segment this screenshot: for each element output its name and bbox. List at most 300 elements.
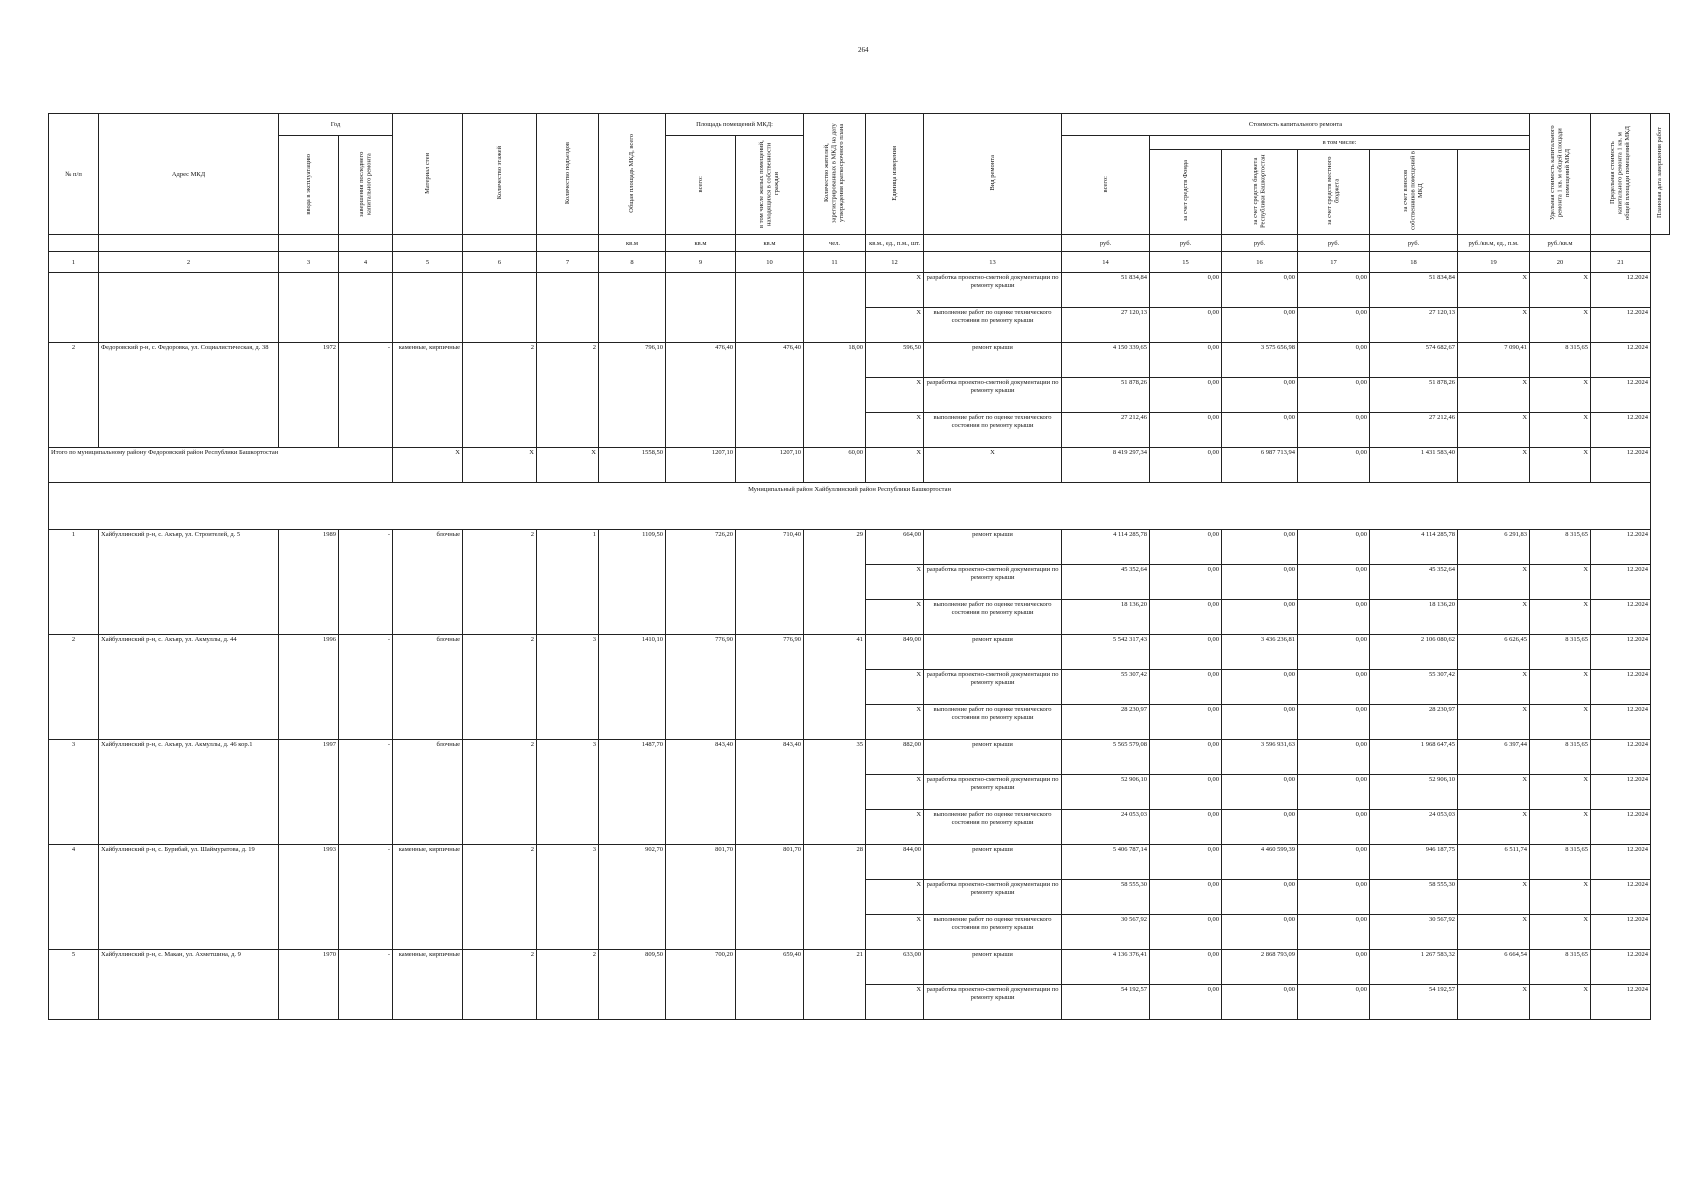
work-type-cell: выполнение работ по оценке технического состояния по ремонту крыши <box>924 600 1062 635</box>
planned-date-cell: 12.2024 <box>1591 635 1651 670</box>
col-residents-header: Количество жителей, зарегистрированных в МКД на дату утверждения краткосрочного плана <box>823 123 846 223</box>
unit-cell: 882,00 <box>866 740 924 775</box>
unit-premises-incl: кв.м <box>736 235 804 252</box>
colnum: 5 <box>393 252 463 273</box>
premises-total-cell: 476,40 <box>666 343 736 448</box>
planned-date-cell: 12.2024 <box>1591 705 1651 740</box>
cost-total-cell: 4 150 339,65 <box>1062 343 1150 378</box>
republic-cell: 3 575 656,98 <box>1222 343 1298 378</box>
fund-cell: 0,00 <box>1150 530 1222 565</box>
planned-date-cell: 12.2024 <box>1591 810 1651 845</box>
page-number: 264 <box>858 46 869 54</box>
fund-cell: 0,00 <box>1150 740 1222 775</box>
owners-cell: 1 431 583,40 <box>1370 448 1458 483</box>
specific-cost-cell: X <box>1458 600 1530 635</box>
cost-total-cell: 4 114 285,78 <box>1062 530 1150 565</box>
table-row <box>49 635 1670 670</box>
planned-date-cell: 12.2024 <box>1591 343 1651 378</box>
year-commission-cell: 1997 <box>279 740 339 845</box>
republic-cell: 0,00 <box>1222 413 1298 448</box>
colnum: 1 <box>49 252 99 273</box>
unit-fund: руб. <box>1150 235 1222 252</box>
colnum: 21 <box>1591 252 1651 273</box>
work-type-cell: выполнение работ по оценке технического состояния по ремонту крыши <box>924 413 1062 448</box>
capital-repair-table <box>48 113 1670 1020</box>
fund-cell: 0,00 <box>1150 985 1222 1020</box>
local-cell: 0,00 <box>1298 378 1370 413</box>
col-entrances-header: Количество подъездов <box>563 141 571 205</box>
owners-cell: 58 555,30 <box>1370 880 1458 915</box>
residents-cell: 18,00 <box>804 343 866 448</box>
work-type-cell: ремонт крыши <box>924 950 1062 985</box>
fund-cell: 0,00 <box>1150 670 1222 705</box>
continuation-cell <box>736 273 804 343</box>
colnum: 15 <box>1150 252 1222 273</box>
fund-cell: 0,00 <box>1150 845 1222 880</box>
year-last-repair-cell: - <box>339 845 393 950</box>
work-type-cell: X <box>924 448 1062 483</box>
local-cell: 0,00 <box>1298 635 1370 670</box>
fund-cell: 0,00 <box>1150 775 1222 810</box>
colnum: 3 <box>279 252 339 273</box>
max-cost-cell: 8 315,65 <box>1530 635 1591 670</box>
unit-cell: X <box>866 378 924 413</box>
colnum: 11 <box>804 252 866 273</box>
fund-cell: 0,00 <box>1150 810 1222 845</box>
max-cost-cell: X <box>1530 378 1591 413</box>
owners-cell: 574 682,67 <box>1370 343 1458 378</box>
republic-cell: 0,00 <box>1222 880 1298 915</box>
row-number-cell: 3 <box>49 740 99 845</box>
entrances-cell: 3 <box>537 845 599 950</box>
republic-cell: 3 436 236,81 <box>1222 635 1298 670</box>
planned-date-cell: 12.2024 <box>1591 378 1651 413</box>
year-last-repair-cell: - <box>339 950 393 1020</box>
col-material-header: Материал стен <box>423 152 431 194</box>
address-cell: Хайбуллинский р-н, с. Акъяр, ул. Акмуллы, д. 46 кор.1 <box>99 740 279 845</box>
republic-cell: 0,00 <box>1222 810 1298 845</box>
address-cell: Федоровский р-н, с. Федоровка, ул. Социалистическая, д. 38 <box>99 343 279 448</box>
total-area-cell: 809,50 <box>599 950 666 1020</box>
unit-cell: X <box>866 880 924 915</box>
total-area-cell: 1410,10 <box>599 635 666 740</box>
column-numbers-row <box>49 252 1670 273</box>
entrances-cell: 2 <box>537 950 599 1020</box>
specific-cost-cell: X <box>1458 378 1530 413</box>
table-header <box>49 114 1670 273</box>
col-premises-incl-header: в том числе жилых помещений, находящихся в собственности граждан <box>758 140 781 228</box>
specific-cost-cell: X <box>1458 915 1530 950</box>
address-cell: Хайбуллинский р-н, с. Акъяр, ул. Акмуллы, д. 44 <box>99 635 279 740</box>
planned-date-cell: 12.2024 <box>1591 308 1651 343</box>
specific-cost-cell: X <box>1458 413 1530 448</box>
wall-material-cell: каменные, кирпичные <box>393 343 463 448</box>
specific-cost-cell: X <box>1458 308 1530 343</box>
colnum: 14 <box>1062 252 1150 273</box>
continuation-cell <box>666 273 736 343</box>
max-cost-cell: X <box>1530 985 1591 1020</box>
year-commission-cell: 1993 <box>279 845 339 950</box>
cost-total-cell: 24 053,03 <box>1062 810 1150 845</box>
colnum: 4 <box>339 252 393 273</box>
max-cost-cell: X <box>1530 775 1591 810</box>
cost-total-cell: 58 555,30 <box>1062 880 1150 915</box>
cost-total-cell: 4 136 376,41 <box>1062 950 1150 985</box>
planned-date-cell: 12.2024 <box>1591 600 1651 635</box>
owners-cell: 1 968 647,45 <box>1370 740 1458 775</box>
entrances-cell: 2 <box>537 343 599 448</box>
district-section-title: Муниципальный район Хайбуллинский район Республики Башкортостан <box>49 483 1651 530</box>
col-cost-group: Стоимость капитального ремонта <box>1062 114 1530 136</box>
unit-cell: X <box>866 448 924 483</box>
colnum: 19 <box>1458 252 1530 273</box>
owners-cell: 28 230,97 <box>1370 705 1458 740</box>
work-type-cell: разработка проектно-сметной документации по ремонту крыши <box>924 775 1062 810</box>
unit-total-area: кв.м <box>599 235 666 252</box>
republic-cell: 0,00 <box>1222 273 1298 308</box>
unit-premises-total: кв.м <box>666 235 736 252</box>
residents-cell: 21 <box>804 950 866 1020</box>
fund-cell: 0,00 <box>1150 273 1222 308</box>
unit-cell: X <box>866 985 924 1020</box>
max-cost-cell: X <box>1530 670 1591 705</box>
colnum: 2 <box>99 252 279 273</box>
cost-total-cell: 51 834,84 <box>1062 273 1150 308</box>
specific-cost-cell: 6 511,74 <box>1458 845 1530 880</box>
unit-cell: X <box>866 308 924 343</box>
row-number-cell: 1 <box>49 530 99 635</box>
work-type-cell: выполнение работ по оценке технического состояния по ремонту крыши <box>924 705 1062 740</box>
table-row <box>49 950 1670 985</box>
planned-date-cell: 12.2024 <box>1591 273 1651 308</box>
planned-date-cell: 12.2024 <box>1591 565 1651 600</box>
specific-cost-cell: X <box>1458 273 1530 308</box>
fund-cell: 0,00 <box>1150 950 1222 985</box>
work-type-cell: ремонт крыши <box>924 343 1062 378</box>
continuation-cell <box>49 273 99 343</box>
work-type-cell: разработка проектно-сметной документации по ремонту крыши <box>924 670 1062 705</box>
specific-cost-cell: X <box>1458 810 1530 845</box>
cost-total-cell: 5 565 579,08 <box>1062 740 1150 775</box>
work-type-cell: ремонт крыши <box>924 845 1062 880</box>
address-cell: Хайбуллинский р-н, с. Макан, ул. Ахметшина, д. 9 <box>99 950 279 1020</box>
max-cost-cell: X <box>1530 273 1591 308</box>
local-cell: 0,00 <box>1298 810 1370 845</box>
colnum: 10 <box>736 252 804 273</box>
colnum: 6 <box>463 252 537 273</box>
unit-cell: 844,00 <box>866 845 924 880</box>
owners-cell: 52 906,10 <box>1370 775 1458 810</box>
premises-incl-cell: 1207,10 <box>736 448 804 483</box>
max-cost-cell: 8 315,65 <box>1530 530 1591 565</box>
wall-material-cell: блочные <box>393 635 463 740</box>
specific-cost-cell: X <box>1458 775 1530 810</box>
planned-date-cell: 12.2024 <box>1591 845 1651 880</box>
row-number-cell: 2 <box>49 343 99 448</box>
continuation-cell <box>599 273 666 343</box>
work-type-cell: разработка проектно-сметной документации по ремонту крыши <box>924 880 1062 915</box>
local-cell: 0,00 <box>1298 600 1370 635</box>
entrances-cell: X <box>537 448 599 483</box>
premises-incl-cell: 659,40 <box>736 950 804 1020</box>
work-type-cell: выполнение работ по оценке технического состояния по ремонту крыши <box>924 810 1062 845</box>
premises-total-cell: 843,40 <box>666 740 736 845</box>
local-cell: 0,00 <box>1298 845 1370 880</box>
col-premises-total-header: всего: <box>696 175 704 193</box>
planned-date-cell: 12.2024 <box>1591 915 1651 950</box>
republic-cell: 0,00 <box>1222 308 1298 343</box>
unit-cell: 664,00 <box>866 530 924 565</box>
local-cell: 0,00 <box>1298 448 1370 483</box>
col-work-type-header: Вид ремонта <box>988 155 996 191</box>
specific-cost-cell: X <box>1458 705 1530 740</box>
col-year-last-repair-header: завершения последнего капитального ремонта <box>358 151 373 217</box>
district-total-row <box>49 448 1670 483</box>
owners-cell: 946 187,75 <box>1370 845 1458 880</box>
table-row <box>49 530 1670 565</box>
year-last-repair-cell: - <box>339 343 393 448</box>
max-cost-cell: X <box>1530 413 1591 448</box>
col-cost-total-header: всего: <box>1101 175 1109 193</box>
fund-cell: 0,00 <box>1150 448 1222 483</box>
fund-cell: 0,00 <box>1150 635 1222 670</box>
premises-incl-cell: 776,90 <box>736 635 804 740</box>
district-section-row <box>49 483 1670 530</box>
planned-date-cell: 12.2024 <box>1591 740 1651 775</box>
floors-cell: 2 <box>463 530 537 635</box>
continuation-cell <box>463 273 537 343</box>
units-row <box>49 235 1670 252</box>
total-area-cell: 1109,50 <box>599 530 666 635</box>
work-type-cell: разработка проектно-сметной документации по ремонту крыши <box>924 985 1062 1020</box>
wall-material-cell: блочные <box>393 530 463 635</box>
col-incl-group: в том числе: <box>1150 136 1530 150</box>
year-commission-cell: 1989 <box>279 530 339 635</box>
row-number-cell: 4 <box>49 845 99 950</box>
fund-cell: 0,00 <box>1150 880 1222 915</box>
work-type-cell: ремонт крыши <box>924 740 1062 775</box>
republic-cell: 4 460 599,39 <box>1222 845 1298 880</box>
owners-cell: 54 192,57 <box>1370 985 1458 1020</box>
republic-cell: 3 596 931,63 <box>1222 740 1298 775</box>
owners-cell: 4 114 285,78 <box>1370 530 1458 565</box>
owners-cell: 2 106 080,62 <box>1370 635 1458 670</box>
local-cell: 0,00 <box>1298 530 1370 565</box>
floors-cell: 2 <box>463 845 537 950</box>
col-fund-header: за счет средств Фонда <box>1181 160 1189 222</box>
cost-total-cell: 18 136,20 <box>1062 600 1150 635</box>
col-owners-header: за счет взносов собственников помещений в МКД <box>1402 151 1425 231</box>
fund-cell: 0,00 <box>1150 565 1222 600</box>
planned-date-cell: 12.2024 <box>1591 448 1651 483</box>
cost-total-cell: 27 212,46 <box>1062 413 1150 448</box>
floors-cell: 2 <box>463 950 537 1020</box>
continuation-cell <box>279 273 339 343</box>
planned-date-cell: 12.2024 <box>1591 880 1651 915</box>
work-type-cell: ремонт крыши <box>924 530 1062 565</box>
cost-total-cell: 27 120,13 <box>1062 308 1150 343</box>
floors-cell: 2 <box>463 740 537 845</box>
total-area-cell: 1558,50 <box>599 448 666 483</box>
unit-cell: X <box>866 565 924 600</box>
premises-total-cell: 726,20 <box>666 530 736 635</box>
fund-cell: 0,00 <box>1150 308 1222 343</box>
local-cell: 0,00 <box>1298 880 1370 915</box>
owners-cell: 27 120,13 <box>1370 308 1458 343</box>
wall-material-cell: каменные, кирпичные <box>393 950 463 1020</box>
work-type-cell: разработка проектно-сметной документации по ремонту крыши <box>924 378 1062 413</box>
col-premises-group: Площадь помещений МКД: <box>666 114 804 136</box>
max-cost-cell: X <box>1530 810 1591 845</box>
floors-cell: 2 <box>463 343 537 448</box>
premises-total-cell: 1207,10 <box>666 448 736 483</box>
max-cost-cell: X <box>1530 880 1591 915</box>
cost-total-cell: 54 192,57 <box>1062 985 1150 1020</box>
unit-max: руб./кв.м <box>1530 235 1591 252</box>
row-number-cell: 5 <box>49 950 99 1020</box>
col-year-commission-header: ввода в эксплуатацию <box>304 153 312 215</box>
unit-cell: 849,00 <box>866 635 924 670</box>
owners-cell: 51 878,26 <box>1370 378 1458 413</box>
table-row <box>49 343 1670 378</box>
col-specific-cost-header: Удельная стоимость капитального ремонта 1 кв. м общей площади помещений МКД <box>1548 125 1571 221</box>
table-row <box>49 273 1670 308</box>
fund-cell: 0,00 <box>1150 915 1222 950</box>
republic-cell: 0,00 <box>1222 705 1298 740</box>
max-cost-cell: 8 315,65 <box>1530 343 1591 378</box>
specific-cost-cell: X <box>1458 880 1530 915</box>
owners-cell: 18 136,20 <box>1370 600 1458 635</box>
continuation-cell <box>393 273 463 343</box>
year-last-repair-cell: - <box>339 530 393 635</box>
republic-cell: 0,00 <box>1222 378 1298 413</box>
colnum: 7 <box>537 252 599 273</box>
premises-incl-cell: 801,70 <box>736 845 804 950</box>
max-cost-cell: X <box>1530 308 1591 343</box>
entrances-cell: 1 <box>537 530 599 635</box>
local-cell: 0,00 <box>1298 565 1370 600</box>
col-floors-header: Количество этажей <box>495 146 503 200</box>
specific-cost-cell: 7 090,41 <box>1458 343 1530 378</box>
max-cost-cell: X <box>1530 448 1591 483</box>
work-type-cell: ремонт крыши <box>924 635 1062 670</box>
residents-cell: 35 <box>804 740 866 845</box>
continuation-cell <box>537 273 599 343</box>
premises-total-cell: 801,70 <box>666 845 736 950</box>
planned-date-cell: 12.2024 <box>1591 985 1651 1020</box>
colnum: 18 <box>1370 252 1458 273</box>
work-type-cell: разработка проектно-сметной документации по ремонту крыши <box>924 273 1062 308</box>
republic-cell: 0,00 <box>1222 530 1298 565</box>
max-cost-cell: X <box>1530 565 1591 600</box>
republic-cell: 0,00 <box>1222 670 1298 705</box>
premises-total-cell: 700,20 <box>666 950 736 1020</box>
specific-cost-cell: X <box>1458 670 1530 705</box>
col-local-header: за счет средств местного бюджета <box>1326 156 1341 226</box>
specific-cost-cell: 6 664,54 <box>1458 950 1530 985</box>
col-year-group: Год <box>279 114 393 136</box>
cost-total-cell: 45 352,64 <box>1062 565 1150 600</box>
fund-cell: 0,00 <box>1150 600 1222 635</box>
unit-residents: чел. <box>804 235 866 252</box>
wall-material-cell: блочные <box>393 740 463 845</box>
max-cost-cell: X <box>1530 705 1591 740</box>
cost-total-cell: 8 419 297,34 <box>1062 448 1150 483</box>
owners-cell: 1 267 583,32 <box>1370 950 1458 985</box>
year-last-repair-cell: - <box>339 635 393 740</box>
local-cell: 0,00 <box>1298 950 1370 985</box>
year-commission-cell: 1996 <box>279 635 339 740</box>
colnum: 13 <box>924 252 1062 273</box>
planned-date-cell: 12.2024 <box>1591 413 1651 448</box>
unit-cell: X <box>866 775 924 810</box>
local-cell: 0,00 <box>1298 343 1370 378</box>
residents-cell: 41 <box>804 635 866 740</box>
table-body <box>49 273 1670 1020</box>
local-cell: 0,00 <box>1298 775 1370 810</box>
planned-date-cell: 12.2024 <box>1591 530 1651 565</box>
local-cell: 0,00 <box>1298 413 1370 448</box>
continuation-cell <box>339 273 393 343</box>
owners-cell: 45 352,64 <box>1370 565 1458 600</box>
floors-cell: 2 <box>463 635 537 740</box>
planned-date-cell: 12.2024 <box>1591 950 1651 985</box>
unit-cell: X <box>866 413 924 448</box>
colnum: 17 <box>1298 252 1370 273</box>
owners-cell: 30 567,92 <box>1370 915 1458 950</box>
cost-total-cell: 52 906,10 <box>1062 775 1150 810</box>
table-row <box>49 845 1670 880</box>
unit-republic: руб. <box>1222 235 1298 252</box>
republic-cell: 0,00 <box>1222 775 1298 810</box>
colnum: 9 <box>666 252 736 273</box>
fund-cell: 0,00 <box>1150 413 1222 448</box>
owners-cell: 27 212,46 <box>1370 413 1458 448</box>
work-type-cell: выполнение работ по оценке технического состояния по ремонту крыши <box>924 915 1062 950</box>
year-last-repair-cell: - <box>339 740 393 845</box>
unit-cell: X <box>866 273 924 308</box>
unit-cell: X <box>866 670 924 705</box>
continuation-cell <box>804 273 866 343</box>
local-cell: 0,00 <box>1298 308 1370 343</box>
continuation-cell <box>99 273 279 343</box>
cost-total-cell: 30 567,92 <box>1062 915 1150 950</box>
unit-cost-total: руб. <box>1062 235 1150 252</box>
wall-material-cell: X <box>393 448 463 483</box>
local-cell: 0,00 <box>1298 740 1370 775</box>
republic-cell: 0,00 <box>1222 985 1298 1020</box>
colnum: 12 <box>866 252 924 273</box>
col-republic-header: за счет средств бюджета Республики Башкортостан <box>1252 154 1267 228</box>
max-cost-cell: 8 315,65 <box>1530 740 1591 775</box>
specific-cost-cell: 6 397,44 <box>1458 740 1530 775</box>
work-type-cell: разработка проектно-сметной документации по ремонту крыши <box>924 565 1062 600</box>
colnum: 8 <box>599 252 666 273</box>
col-unit-header: Единица измерения <box>890 145 898 201</box>
specific-cost-cell: X <box>1458 448 1530 483</box>
republic-cell: 6 987 713,94 <box>1222 448 1298 483</box>
max-cost-cell: X <box>1530 915 1591 950</box>
planned-date-cell: 12.2024 <box>1591 670 1651 705</box>
wall-material-cell: каменные, кирпичные <box>393 845 463 950</box>
specific-cost-cell: X <box>1458 985 1530 1020</box>
total-area-cell: 1487,70 <box>599 740 666 845</box>
unit-unit: кв.м., ед., п.м., шт. <box>866 235 924 252</box>
colnum: 20 <box>1530 252 1591 273</box>
residents-cell: 60,00 <box>804 448 866 483</box>
premises-incl-cell: 843,40 <box>736 740 804 845</box>
year-commission-cell: 1970 <box>279 950 339 1020</box>
